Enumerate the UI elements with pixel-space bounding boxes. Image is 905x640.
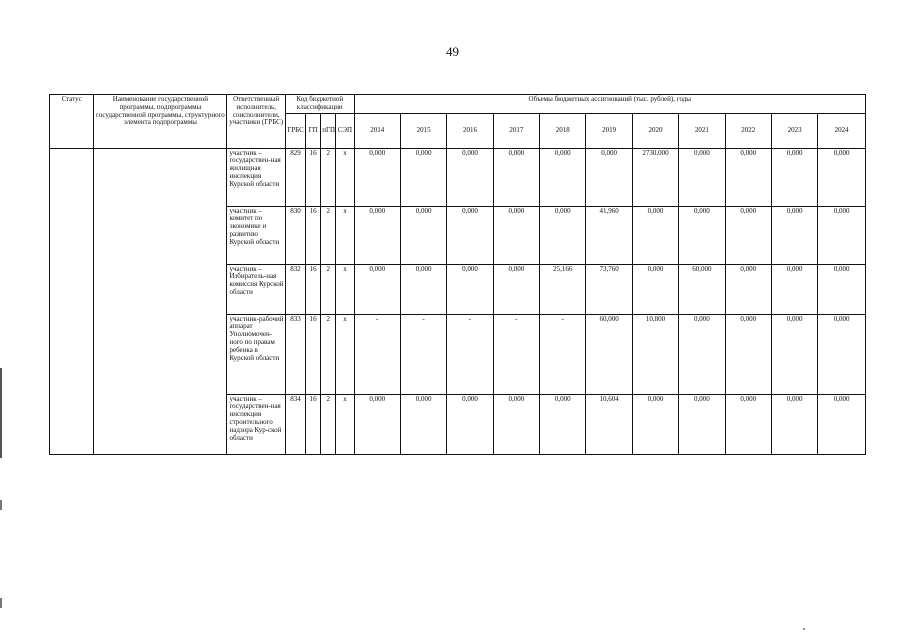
code-gp-cell: 16 [306,148,321,206]
participant-cell: участник – государствен-ная инспекция строительного надзора Кур-ской области [227,394,285,454]
code-grbs-cell: 834 [285,394,305,454]
code-grbs-cell: 832 [285,264,305,314]
value-2015: - [400,314,446,394]
value-2023: 0,000 [771,394,817,454]
table-row [50,148,866,206]
value-2022: 0,000 [725,148,771,206]
header-budget-code: Код бюджетной классификации [285,95,354,114]
value-2023: 0,000 [771,206,817,264]
value-2017: 0,000 [493,148,539,206]
code-gp-cell: 16 [306,314,321,394]
header-year-2020: 2020 [632,113,678,148]
value-2024: 0,000 [818,314,866,394]
code-gp-cell: 16 [306,206,321,264]
value-2015: 0,000 [400,394,446,454]
value-2021: 0,000 [679,394,725,454]
value-2020: 0,000 [632,264,678,314]
value-2019: 41,960 [586,206,632,264]
value-2021: 60,000 [679,264,725,314]
value-2024: 0,000 [818,394,866,454]
value-2016: 0,000 [447,148,493,206]
header-year-2022: 2022 [725,113,771,148]
header-program-name: Наименование государственной программы, подпрограммы государственной программы, структурного элемента подпрограммы [94,95,227,149]
header-year-2019: 2019 [586,113,632,148]
value-2014: 0,000 [354,148,400,206]
value-2017: 0,000 [493,206,539,264]
participant-cell: участник-рабочий аппарат Уполномочен-ного по правам ребенка в Курской области [227,314,285,394]
header-year-2021: 2021 [679,113,725,148]
value-2019: 10,604 [586,394,632,454]
code-pgp-cell: 2 [321,394,336,454]
code-grbs-cell: 830 [285,206,305,264]
header-year-2015: 2015 [400,113,446,148]
value-2023: 0,000 [771,264,817,314]
scan-edge-tick [0,598,2,608]
code-sep-cell: х [336,394,354,454]
value-2018: 0,000 [540,148,586,206]
header-status: Статус [50,95,94,149]
header-year-2018: 2018 [540,113,586,148]
scan-speck [803,628,805,630]
value-2015: 0,000 [400,148,446,206]
value-2014: 0,000 [354,206,400,264]
value-2024: 0,000 [818,206,866,264]
value-2021: 0,000 [679,206,725,264]
value-2018: 0,000 [540,206,586,264]
code-gp-cell: 16 [306,264,321,314]
code-pgp-cell: 2 [321,148,336,206]
value-2016: 0,000 [447,206,493,264]
value-2015: 0,000 [400,264,446,314]
participant-cell: участник – Избиратель-ная комиссия Курской области [227,264,285,314]
value-2018: - [540,314,586,394]
value-2017: - [493,314,539,394]
value-2019: 0,000 [586,148,632,206]
value-2015: 0,000 [400,206,446,264]
header-row-top [50,95,866,114]
value-2021: 0,000 [679,148,725,206]
header-year-2017: 2017 [493,113,539,148]
header-code-grbs: ГРБС [285,113,305,148]
value-2024: 0,000 [818,264,866,314]
value-2017: 0,000 [493,264,539,314]
value-2019: 73,760 [586,264,632,314]
code-grbs-cell: 833 [285,314,305,394]
value-2016: - [447,314,493,394]
value-2022: 0,000 [725,314,771,394]
value-2018: 0,000 [540,394,586,454]
value-2020: 0,000 [632,394,678,454]
value-2023: 0,000 [771,314,817,394]
value-2022: 0,000 [725,264,771,314]
header-year-2016: 2016 [447,113,493,148]
page-number: 49 [446,44,459,59]
header-code-pgp: пГП [321,113,336,148]
participant-cell: участник – комитет по экономике и развитию Курской области [227,206,285,264]
value-2014: 0,000 [354,264,400,314]
code-sep-cell: х [336,148,354,206]
value-2021: 0,000 [679,314,725,394]
code-sep-cell: х [336,314,354,394]
header-year-2014: 2014 [354,113,400,148]
code-pgp-cell: 2 [321,206,336,264]
value-2018: 25,166 [540,264,586,314]
value-2020: 2730,000 [632,148,678,206]
value-2020: 0,000 [632,206,678,264]
header-year-2024: 2024 [818,113,866,148]
code-gp-cell: 16 [306,394,321,454]
value-2014: 0,000 [354,394,400,454]
value-2016: 0,000 [447,264,493,314]
scan-edge-mark [0,368,2,458]
value-2022: 0,000 [725,206,771,264]
header-responsible: Ответственный исполнитель, соисполнители, участники (ГРБС) [227,95,285,149]
budget-allocation-table [49,94,866,455]
value-2019: 60,000 [586,314,632,394]
participant-cell: участник – государствен-ная жилищная инспекция Курской области [227,148,285,206]
header-code-sep: СЭП [336,113,354,148]
code-pgp-cell: 2 [321,264,336,314]
header-year-2023: 2023 [771,113,817,148]
value-2014: - [354,314,400,394]
header-code-gp: ГП [306,113,321,148]
value-2023: 0,000 [771,148,817,206]
code-grbs-cell: 829 [285,148,305,206]
value-2016: 0,000 [447,394,493,454]
program-name-cell [94,148,227,454]
scan-edge-tick [0,500,2,510]
status-cell [50,148,94,454]
value-2020: 10,800 [632,314,678,394]
value-2017: 0,000 [493,394,539,454]
value-2024: 0,000 [818,148,866,206]
value-2022: 0,000 [725,394,771,454]
header-budget-volumes: Объемы бюджетных ассигнований (тыс. рублей), годы [354,95,865,114]
code-sep-cell: х [336,206,354,264]
code-pgp-cell: 2 [321,314,336,394]
code-sep-cell: х [336,264,354,314]
